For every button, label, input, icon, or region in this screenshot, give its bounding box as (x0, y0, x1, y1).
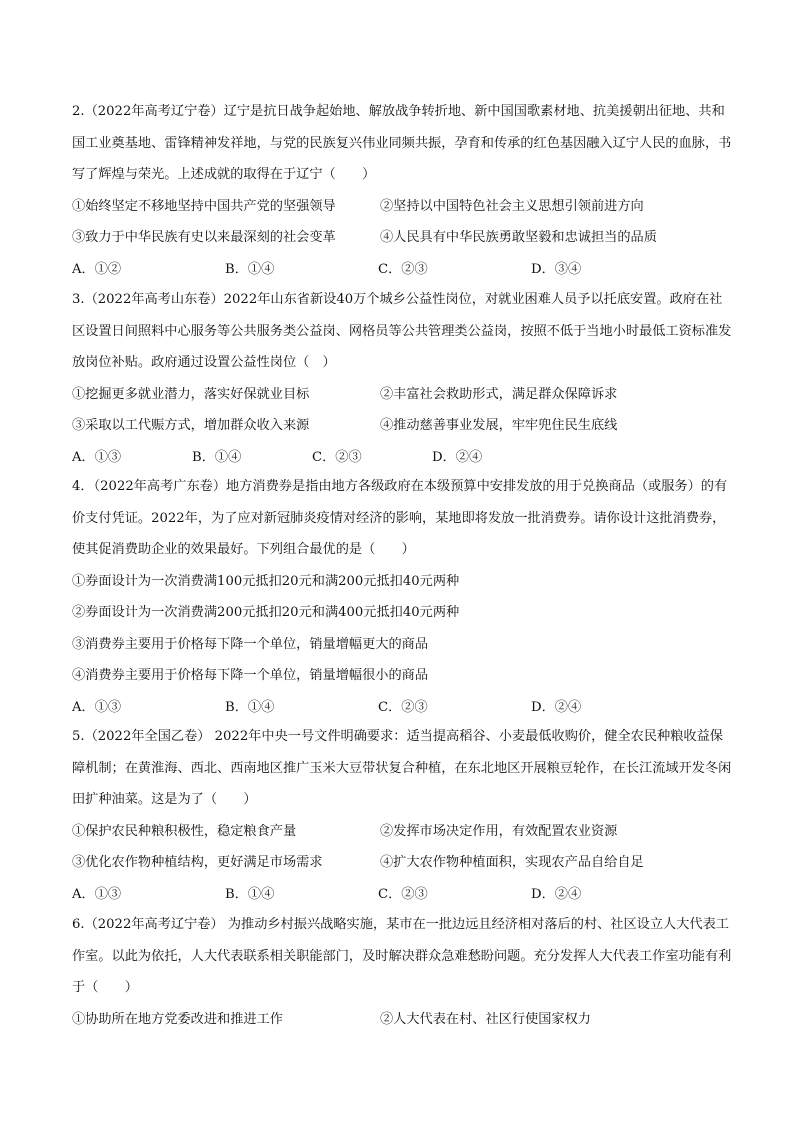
option-item: ②丰富社会救助形式，满足群众保障诉求 (380, 386, 618, 402)
option-item: ③采取以工代赈方式，增加群众收入来源 (72, 418, 310, 433)
option-item: ③优化农作物种植结构，更好满足市场需求 (72, 855, 323, 870)
answer-choice-d: D．②④ (531, 886, 582, 902)
answer-choices (72, 254, 732, 286)
option-item: ①挖掘更多就业潜力，落实好保就业目标 (72, 386, 310, 402)
question-stem: 5.（2022年全国乙卷） 2022年中央一号文件明确要求：适当提高稻谷、小麦最低收购价，健全农民种粮收益保障机制；在黄淮海、西北、西南地区推广玉米大豆带状复合种植，在东北地区开展粮豆轮作，在长江流域开发冬闲田扩种油菜。这是为了（ ） (72, 729, 732, 807)
answer-choice-c: C．②③ (312, 449, 362, 465)
question-6 (72, 909, 732, 1035)
answer-choice-a: A．①② (72, 261, 122, 277)
answer-choices (72, 879, 732, 911)
answer-choice-a: A．①③ (72, 886, 122, 902)
option-item: ②发挥市场决定作用，有效配置农业资源 (380, 823, 618, 839)
answer-choice-b: B．①④ (225, 261, 275, 277)
option-row (72, 660, 732, 692)
answer-choice-a: A．①③ (72, 449, 122, 465)
option-row (72, 816, 732, 848)
answer-choices (72, 692, 732, 724)
answer-choice-b: B．①④ (225, 699, 275, 715)
question-3 (72, 284, 732, 473)
answer-choice-b: B．①④ (225, 886, 275, 902)
answer-choice-c: C．②③ (378, 261, 428, 277)
answer-choice-c: C．②③ (378, 699, 428, 715)
option-row (72, 410, 732, 442)
option-item: ②人大代表在村、社区行使国家权力 (380, 1011, 591, 1027)
answer-choices (72, 442, 732, 474)
question-4 (72, 471, 732, 723)
option-item: ③消费券主要用于价格每下降一个单位，销量增幅更大的商品 (72, 636, 429, 652)
answer-choice-b: B．①④ (192, 449, 242, 465)
option-item: ①始终坚定不移地坚持中国共产党的坚强领导 (72, 198, 336, 214)
option-item: ①保护农民种粮积极性，稳定粮食产量 (72, 823, 297, 839)
option-row (72, 566, 732, 598)
option-item: ④消费券主要用于价格每下降一个单位，销量增幅很小的商品 (72, 668, 429, 683)
option-row (72, 629, 732, 661)
option-item: ②坚持以中国特色社会主义思想引领前进方向 (380, 198, 644, 214)
question-5 (72, 721, 732, 910)
question-stem: 3.（2022年高考山东卷）2022年山东省新设40万个城乡公益性岗位，对就业困难人员予以托底安置。政府在社区设置日间照料中心服务等公共服务类公益岗、网格员等公共管理类公益岗，按照不低于当地小时最低工资标准发放岗位补贴。政府通过设置公益性岗位（ ） (72, 292, 732, 370)
answer-choice-c: C．②③ (378, 886, 428, 902)
question-stem: 6.（2022年高考辽宁卷） 为推动乡村振兴战略实施，某市在一批边远且经济相对落后的村、社区设立人大代表工作室。以此为依托，人大代表联系相关职能部门，及时解决群众急难愁盼问题。充分发挥人大代表工作室功能有利于（ ） (72, 917, 732, 995)
option-row (72, 597, 732, 629)
option-item: ④人民具有中华民族勇敢坚毅和忠诚担当的品质 (380, 230, 657, 245)
option-item: ①协助所在地方党委改进和推进工作 (72, 1011, 283, 1027)
question-stem: 2.（2022年高考辽宁卷）辽宁是抗日战争起始地、解放战争转折地、新中国国歌素材地、抗美援朝出征地、共和国工业奠基地、雷锋精神发祥地，与党的民族复兴伟业同频共振，孕育和传承的红色基因融入辽宁人民的血脉，书写了辉煌与荣光。上述成就的取得在于辽宁（ ） (72, 104, 732, 182)
option-row (72, 222, 732, 254)
answer-choice-d: D．②④ (531, 699, 582, 715)
answer-choice-d: D．②④ (432, 449, 483, 465)
question-stem: 4．（2022年高考广东卷）地方消费券是指由地方各级政府在本级预算中安排发放的用于兑换商品（或服务）的有价支付凭证。2022年，为了应对新冠肺炎疫情对经济的影响，某地即将发放一批消费券。请你设计这批消费券，使其促消费助企业的效果最好。下列组合最优的是（ ） (72, 479, 728, 557)
option-item: ④推动慈善事业发展，牢牢兜住民生底线 (380, 418, 618, 433)
option-row (72, 1004, 732, 1036)
option-row (72, 379, 732, 411)
question-2 (72, 96, 732, 285)
option-row (72, 191, 732, 223)
option-row (72, 847, 732, 879)
answer-choice-d: D．③④ (531, 261, 582, 277)
answer-choice-a: A．①③ (72, 699, 122, 715)
option-item: ④扩大农作物种植面积，实现农产品自给自足 (380, 855, 644, 870)
option-item: ①券面设计为一次消费满100元抵扣20元和满200元抵扣40元两种 (72, 573, 460, 589)
option-item: ③致力于中华民族有史以来最深刻的社会变革 (72, 230, 336, 245)
option-item: ②券面设计为一次消费满200元抵扣20元和满400元抵扣40元两种 (72, 605, 460, 620)
